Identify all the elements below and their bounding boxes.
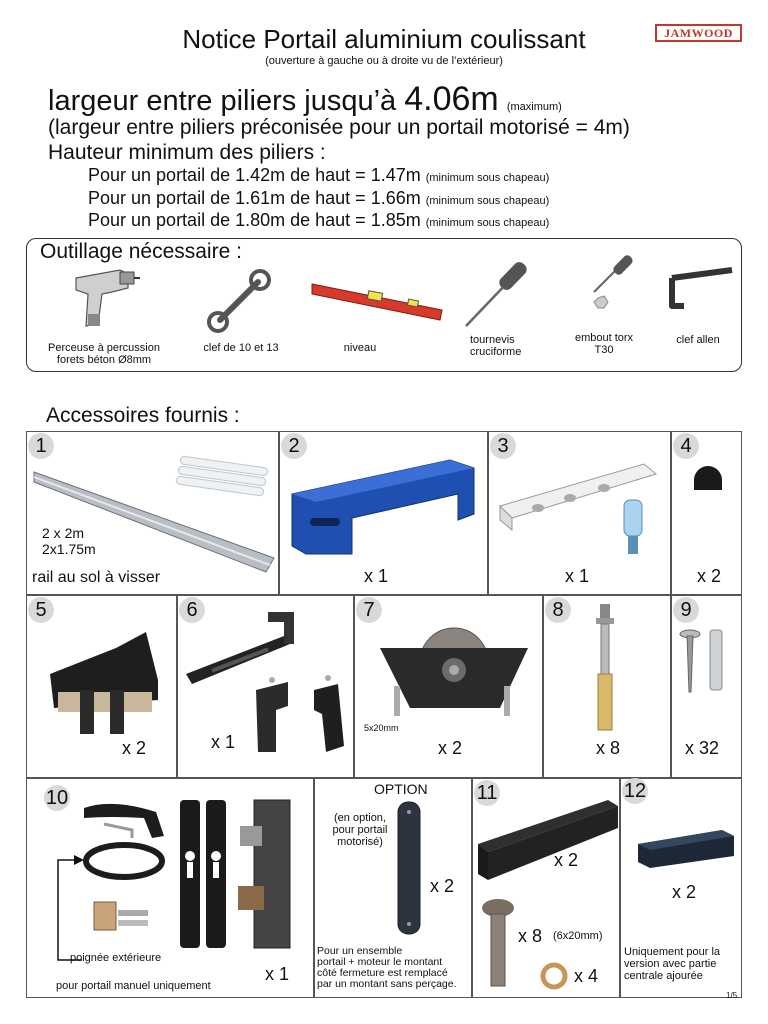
option-note: Pour un ensemble portail + moteur le montant côté fermeture est remplacé par un montant sans perçage. <box>317 945 457 990</box>
item-number: 3 <box>490 433 516 459</box>
oval-handle-icon <box>82 842 166 880</box>
bolt-icon <box>480 898 516 990</box>
motor-post-icon <box>396 800 422 936</box>
qty: x 1 <box>565 566 590 586</box>
anchor-bolt-icon <box>590 604 620 732</box>
top-cap-icon <box>636 822 736 870</box>
accessories-title: Accessoires fournis : <box>46 404 240 427</box>
wrench-icon <box>206 268 272 334</box>
screw-size: 5x20mm <box>364 723 399 733</box>
qty: x 1 <box>211 732 236 752</box>
qty: x 2 <box>554 850 579 870</box>
manual-note: pour portail manuel uniquement <box>56 980 211 992</box>
recommended-width: (largeur entre piliers préconisée pour un portail motorisé = 4m) <box>48 116 630 139</box>
rail-dims-2: 2x1.75m <box>42 541 96 557</box>
screwdriver-icon <box>462 258 540 330</box>
qty: x 32 <box>685 738 720 758</box>
tool-label-allen: clef allen <box>676 334 720 346</box>
qty: x 1 <box>364 566 389 586</box>
tool-label-drill: Perceuse à percussion forets béton Ø8mm <box>48 342 160 366</box>
item-number: 9 <box>673 597 699 623</box>
item-number: 2 <box>281 433 307 459</box>
item-number: 8 <box>545 597 571 623</box>
tool-label-torx: embout torx T30 <box>574 332 634 356</box>
item-number: 12 <box>623 780 647 802</box>
level-icon <box>312 280 444 324</box>
page-subtitle: (ouverture à gauche ou à droite vu de l’extérieur) <box>265 55 503 67</box>
screw-size: (6x20mm) <box>553 930 603 942</box>
height-line: Pour un portail de 1.80m de haut = 1.85m (minimum sous chapeau) <box>88 210 550 230</box>
lock-plates-icon <box>176 796 298 952</box>
height-title: Hauteur minimum des piliers : <box>48 141 326 164</box>
square-tube-icon <box>476 798 620 882</box>
end-stop-icon <box>46 630 162 736</box>
rail-dims-1: 2 x 2m <box>42 525 85 541</box>
qty: x 1 <box>265 964 290 984</box>
item-number: 10 <box>45 787 69 809</box>
brand-logo: JAMWOOD <box>655 24 742 42</box>
qty: x 2 <box>430 876 455 896</box>
handle-arrow-icon <box>54 854 86 964</box>
latch-parts-icon <box>252 676 348 756</box>
qty: x 2 <box>122 738 147 758</box>
page-title: Notice Portail aluminium coulissant <box>182 24 586 54</box>
torx-bit-icon <box>586 252 642 314</box>
option-description: (en option, pour portail motorisé) <box>332 812 388 848</box>
max-width-line: largeur entre piliers jusqu’à 4.06m (maximum) <box>48 80 562 118</box>
item-number: 11 <box>474 780 500 806</box>
cap-nut-icon <box>692 464 724 496</box>
rail-caps-icon <box>176 460 272 494</box>
openwork-note: Uniquement pour la version avec partie centrale ajourée <box>624 946 721 982</box>
blue-bracket-icon <box>286 454 478 558</box>
height-line: Pour un portail de 1.42m de haut = 1.47m (minimum sous chapeau) <box>88 165 550 185</box>
tool-label-screwdriver: tournevis cruciforme <box>470 334 522 358</box>
item-number: 5 <box>28 597 54 623</box>
item-number: 4 <box>673 433 699 459</box>
tool-label-wrench: clef de 10 et 13 <box>203 342 279 354</box>
item-number: 1 <box>28 433 54 459</box>
qty: x 2 <box>672 882 697 902</box>
allen-key-small-icon <box>102 820 142 840</box>
rail-label: rail au sol à visser <box>32 569 161 586</box>
qty: x 2 <box>697 566 722 586</box>
tools-title: Outillage nécessaire : <box>40 240 242 263</box>
guide-bracket-icon <box>494 454 658 564</box>
handle-label: poignée extérieure <box>70 952 162 964</box>
allen-key-icon <box>668 264 736 314</box>
item-number: 7 <box>356 597 382 623</box>
washer-icon <box>540 962 568 990</box>
height-line: Pour un portail de 1.61m de haut = 1.66m (minimum sous chapeau) <box>88 188 550 208</box>
page-number: 1/5 <box>726 991 738 1000</box>
screw-qty: x 8 <box>518 926 543 946</box>
screw-plug-icon <box>676 628 732 694</box>
qty: x 2 <box>438 738 463 758</box>
item-number: 6 <box>179 597 205 623</box>
keys-icon <box>92 898 156 934</box>
qty: x 8 <box>596 738 621 758</box>
option-title: OPTION <box>374 781 428 797</box>
washer-qty: x 4 <box>574 966 599 986</box>
tool-label-level: niveau <box>343 342 377 354</box>
roller-wheel-icon <box>376 624 532 720</box>
drill-icon <box>68 264 140 336</box>
max-width-value: 4.06m <box>404 80 499 118</box>
